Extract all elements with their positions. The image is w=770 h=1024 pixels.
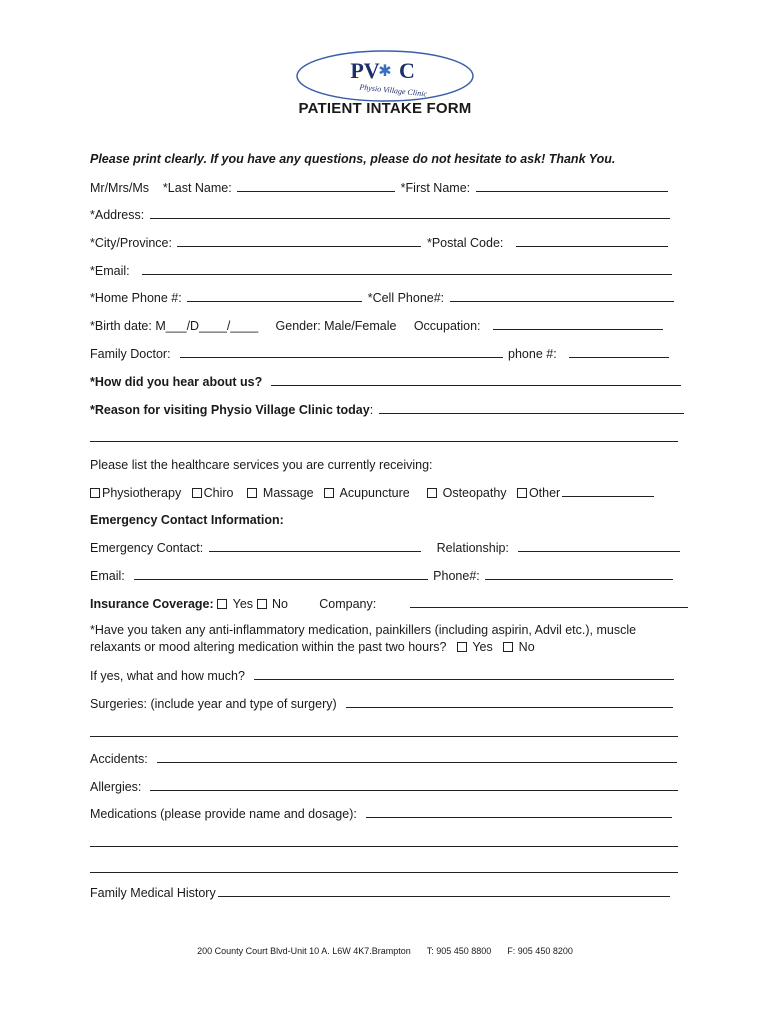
medications-extra-line-1[interactable] <box>90 845 678 847</box>
emergency-phone-label: Phone#: <box>433 569 480 583</box>
massage-checkbox[interactable] <box>247 488 257 498</box>
footer <box>0 946 770 956</box>
medications-extra-line-2[interactable] <box>90 871 678 873</box>
family-doctor-label: Family Doctor: <box>90 347 171 361</box>
first-name-field[interactable] <box>476 179 668 192</box>
service-other: Other <box>528 486 561 500</box>
insurance-yes-checkbox[interactable] <box>217 599 227 609</box>
service-physiotherapy: Physiotherapy <box>102 486 182 500</box>
city-label: *City/Province: <box>90 236 172 250</box>
accidents-field[interactable] <box>157 750 677 763</box>
gender-field[interactable]: Gender: Male/Female <box>275 319 397 333</box>
reason-label: *Reason for visiting Physio Village Clinic today <box>90 403 370 417</box>
relationship-label: Relationship: <box>436 541 509 555</box>
cell-phone-label: *Cell Phone#: <box>367 291 445 305</box>
salutation-label: Mr/Mrs/Ms <box>90 181 150 195</box>
home-phone-label: *Home Phone #: <box>90 291 182 305</box>
if-yes-field[interactable] <box>254 667 674 680</box>
city-field[interactable] <box>177 234 421 247</box>
service-chiro: Chiro <box>203 486 234 500</box>
osteopathy-checkbox[interactable] <box>427 488 437 498</box>
physiotherapy-checkbox[interactable] <box>90 488 100 498</box>
postal-label: *Postal Code: <box>426 236 504 250</box>
service-acupuncture: Acupuncture <box>339 486 410 500</box>
form-title: PATIENT INTAKE FORM <box>298 100 472 117</box>
service-massage: Massage <box>262 486 314 500</box>
medication-no-label: No <box>518 640 535 654</box>
family-doctor-field[interactable] <box>180 345 503 358</box>
reason-field[interactable] <box>379 401 684 414</box>
hear-about-field[interactable] <box>271 373 681 386</box>
services-prompt: Please list the healthcare services you are currently receiving: <box>90 458 433 472</box>
medication-yes-checkbox[interactable] <box>457 642 467 652</box>
allergies-field[interactable] <box>150 778 678 791</box>
service-osteopathy: Osteopathy <box>442 486 507 500</box>
medication-no-checkbox[interactable] <box>503 642 513 652</box>
medication-question-line1: *Have you taken any anti-inflammatory medication, painkillers (including aspirin, Advil etc.), muscle <box>90 623 637 637</box>
footer-fax: F: 905 450 8200 <box>507 946 573 956</box>
reason-extra-line[interactable] <box>90 440 678 442</box>
last-name-field[interactable] <box>237 179 395 192</box>
doctor-phone-field[interactable] <box>569 345 669 358</box>
cell-phone-field[interactable] <box>450 289 674 302</box>
insurance-no-checkbox[interactable] <box>257 599 267 609</box>
home-phone-field[interactable] <box>187 289 362 302</box>
emergency-contact-label: Emergency Contact: <box>90 541 204 555</box>
intro-text: Please print clearly. If you have any questions, please do not hesitate to ask! Thank You. <box>90 152 616 166</box>
first-name-label: *First Name: <box>400 181 471 195</box>
birth-date-field[interactable]: *Birth date: M___/D____/____ <box>90 319 259 333</box>
surgeries-field[interactable] <box>346 695 673 708</box>
clinic-logo <box>295 48 475 104</box>
medications-label: Medications (please provide name and dosage): <box>90 807 357 821</box>
insurance-yes-label: Yes <box>232 597 254 611</box>
medication-yes-label: Yes <box>472 640 493 654</box>
insurance-no-label: No <box>272 597 288 611</box>
surgeries-label: Surgeries: (include year and type of surgery) <box>90 697 337 711</box>
company-field[interactable] <box>410 595 688 608</box>
address-field[interactable] <box>150 206 670 219</box>
svg-text:PV: PV <box>350 58 380 83</box>
family-history-field[interactable] <box>218 884 670 897</box>
hear-about-label: *How did you hear about us? <box>90 375 263 389</box>
chiro-checkbox[interactable] <box>192 488 202 498</box>
company-label: Company: <box>319 597 377 611</box>
accidents-label: Accidents: <box>90 752 148 766</box>
last-name-label: *Last Name: <box>162 181 232 195</box>
emergency-phone-field[interactable] <box>485 567 673 580</box>
emergency-heading: Emergency Contact Information: <box>90 513 284 527</box>
svg-text:C: C <box>399 58 415 83</box>
email-label: *Email: <box>90 264 130 278</box>
svg-text:✱: ✱ <box>378 63 392 80</box>
footer-address: 200 County Court Blvd-Unit 10 A. L6W 4K7.Brampton <box>197 946 411 956</box>
relationship-field[interactable] <box>518 539 680 552</box>
email-field[interactable] <box>142 262 672 275</box>
footer-tel: T: 905 450 8800 <box>426 946 492 956</box>
emergency-contact-field[interactable] <box>209 539 421 552</box>
emergency-email-field[interactable] <box>134 567 428 580</box>
doctor-phone-label: phone #: <box>508 347 557 361</box>
if-yes-label: If yes, what and how much? <box>90 669 245 683</box>
acupuncture-checkbox[interactable] <box>324 488 334 498</box>
other-checkbox[interactable] <box>517 488 527 498</box>
other-service-field[interactable] <box>562 484 654 497</box>
medications-field[interactable] <box>366 805 672 818</box>
insurance-label: Insurance Coverage: <box>90 597 214 611</box>
allergies-label: Allergies: <box>90 780 142 794</box>
surgeries-extra-line[interactable] <box>90 735 678 737</box>
logo-subtitle: Physio Village Clinic <box>359 82 428 99</box>
medication-question-line2: relaxants or mood altering medication within the past two hours? <box>90 640 447 654</box>
occupation-field[interactable] <box>493 317 663 330</box>
occupation-label: Occupation: <box>413 319 481 333</box>
address-label: *Address: <box>90 208 145 222</box>
family-history-label: Family Medical History <box>90 886 216 900</box>
emergency-email-label: Email: <box>90 569 125 583</box>
postal-field[interactable] <box>516 234 668 247</box>
